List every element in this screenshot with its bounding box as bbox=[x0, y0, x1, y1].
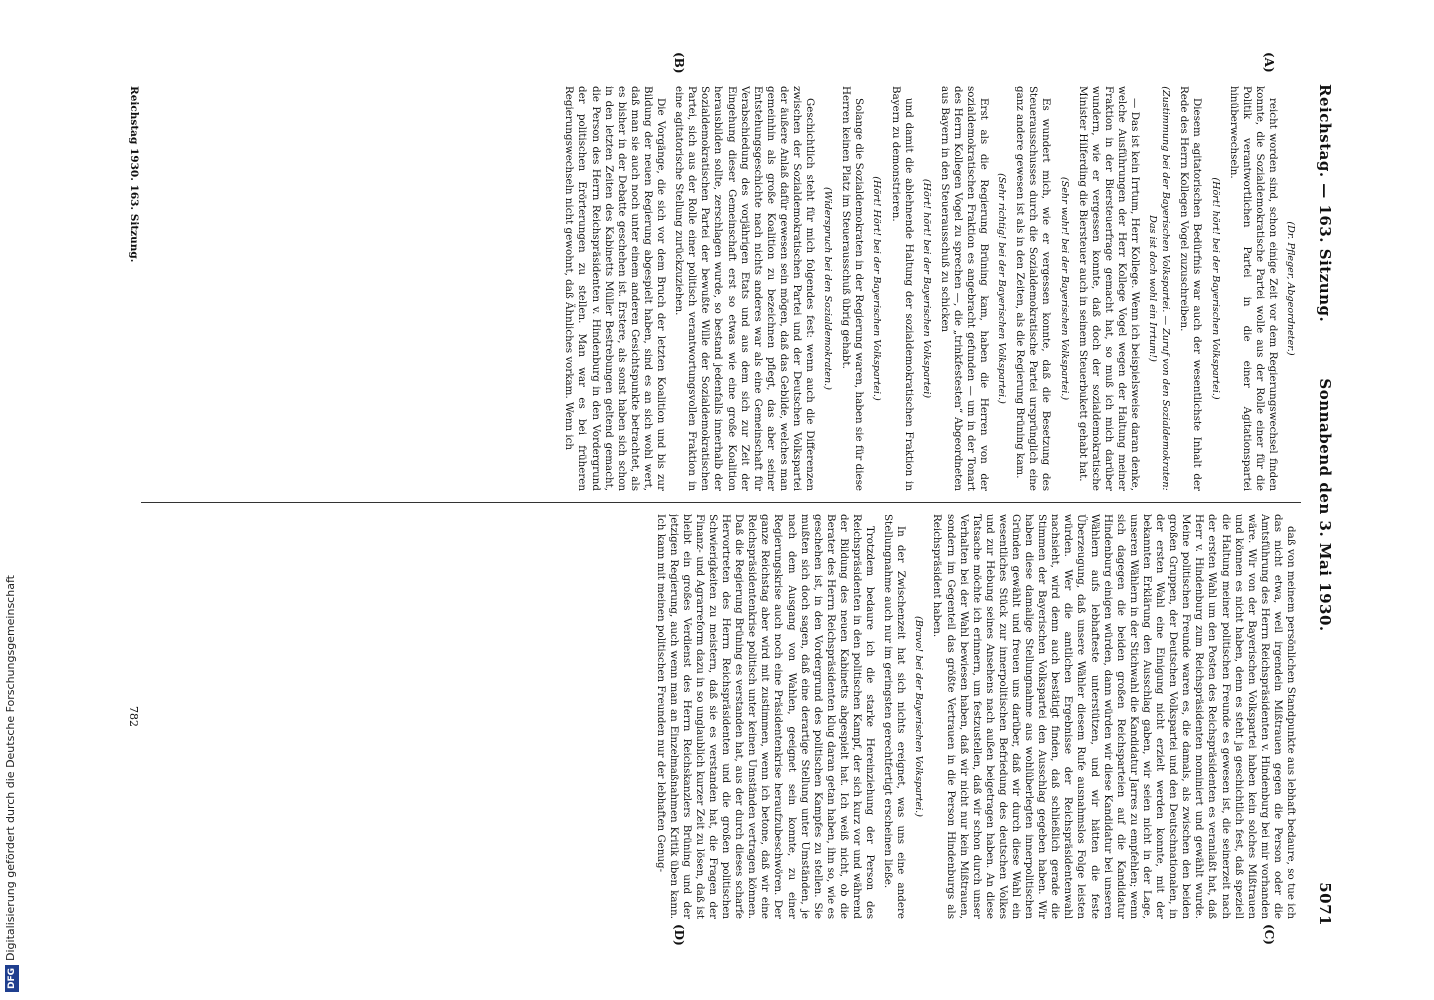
paragraph: Erst als die Regierung Brüning kam, haben die Herren von der sozialdemokratischen Fraktion es angebracht gefunden — um in der Tonart des Herrn Kollegen Vogel zu sprechen —, die „trinkfestesten“ Abgeordneten aus Bayern in den Steuerausschuß zu schicken bbox=[938, 86, 991, 491]
page-content bbox=[95, 44, 1335, 956]
funding-note bbox=[0, 0, 22, 1000]
paragraph: Geschichtlich steht für mich folgendes fest: wenn auch die Differenzen zwischen der Sozialdemokratischen Partei und der Deutschen Volkspartei der äußere Anlaß dafür gewesen sein mögen, daß das Gebilde, welches man gemeinhin als große Koalition zu bezeichnen pflegt, das aber seiner Entstehungsgeschichte nach nichts anderes war als eine Gemeinschaft für Verabschiedung des vorjährigen Etats und aus dem sich zur Zeit der Eingehung dieser Gemeinschaft erst so etwas wie eine große Koalition herausbilden sollte, zerschlagen wurde, so bestand jedenfalls innerhalb der Sozialdemokratischen Partei der bewußte Wille der Sozialdemokratischen Partei, sich aus der Rolle einer politisch verantwortungsvollen Fraktion in eine agitatorische Stellung zurückzuziehen. bbox=[673, 86, 817, 491]
header-date: Sonnabend den 3. Mai 1930. bbox=[1316, 378, 1334, 632]
paragraph: reicht worden sind, schon einige Zeit vor dem Regierungswechsel finden konnte, die Sozialdemokratische Partei wolle aus der Rolle einer für die Politik verantwortlichen Partei in die einer Agitationspartei hinüberwechseln. bbox=[1227, 86, 1279, 491]
paragraph: (Widerspruch bei den Sozialdemokraten.) bbox=[822, 187, 834, 390]
funding-text: Digitalisierung gefördert durch die Deutsche Forschungsgemeinschaft bbox=[4, 575, 17, 961]
paragraph: — Das ist kein Irrtum, Herr Kollege. Wenn ich beispielsweise daran denke, welche Ausführungen der Herr Kollege Vogel wegen der Haltung meiner Fraktion in der Biersteuerfrage gemacht hat, so muß ich mich darüber wundern, wie er vergessen konnte, daß doch der sozialdemokratische Minister Hilferding die Biersteuer auch in seinem Steuerbukett gehabt hat. bbox=[1076, 86, 1142, 491]
paragraph: (Hört! Hört! bei der Bayerischen Volkspartei.) bbox=[871, 176, 883, 401]
paragraph: Es wundert mich, wie er vergessen konnte, daß die Besetzung des Steuerausschusses durch die Sozialdemokratische Partei ursprünglich eine ganz andere gewesen ist als in den Zeiten, als die Regierung Brüning kam. bbox=[1014, 86, 1053, 491]
paragraph: (Bravo! bei der Bayerischen Volkspartei.) bbox=[913, 616, 925, 817]
column-divider bbox=[141, 502, 1301, 503]
right-column bbox=[147, 514, 1297, 919]
paragraph: daß von meinem persönlichen Standpunkte aus lebhaft bedaure, so tue ich das nicht etwa, weil irgendein Mißtrauen gegen die Person oder die Amtsführung des Herrn Reichspräsidenten v. Hindenburg bei mir vorhanden wäre. Wir von der Bayerischen Volkspartei haben kein solches Mißtrauen und können es nicht haben, denn es steht ja geschichtlich fest, daß speziell die Haltung meiner politischen Freunde es gewesen ist, die seinerzeit nach der ersten Wahl um den Posten des Reichspräsidenten es veranlaßt hat, daß Herr v. Hindenburg zum Reichspräsidenten nominiert und gewählt wurde. Meine politischen Freunde waren es, die damals, als zwischen den beiden großen Gruppen, der Deutschen Volkspartei und den Deutschnationalen, in der ersten Wahl eine Einigung nicht erzielt werden konnte, mit der bekannten Erklärung den Ausschlag gaben, wir seien nicht in der Lage, unseren Wählern in der Stichwahl die Kandidatur Jarres zu empfehlen; wenn sich dagegen die beiden großen Reichsparteien auf die Kandidatur Hindenburg einigen würden, dann würden wir diese Kandidatur bei unseren Wählern aufs lebhafteste unterstützen, und wir hätten die feste Überzeugung, daß unsere Wähler diesem Rufe ausnahmslos Folge leisten würden. Wer die amtlichen Ergebnisse der Reichspräsidentenwahl nachsieht, wird denn auch bestätigt finden, daß schließlich gerade die Stimmen der Bayerischen Volkspartei den Ausschlag gegeben haben. Wir haben diese damalige Stellungnahme aus wohlüberlegten innerpolitischen Gründen gewählt und freuen uns darüber, daß wir durch diese Wahl ein wesentliches Stück zur innerpolitischen Befriedung des deutschen Volkes und zur Hebung seines Ansehens nach außen beigetragen haben. An diese Tatsache möchte ich erinnern, um festzustellen, daß wir schon durch unser Verhalten bei der Wahl bewiesen haben, daß wir nicht nur kein Mißtrauen, sondern im Gegenteil das größte Vertrauen in die Person Hindenburgs als Reichspräsident haben. bbox=[931, 514, 1297, 919]
footer-page-number: 782 bbox=[127, 706, 140, 727]
margin-marker-b: (B) bbox=[672, 52, 686, 74]
paragraph: Die Vorgänge, die sich vor dem Bruch der letzten Koalition und bis zur Bildung der neuen Regierung abgespielt haben, sind es an sich wohl wert, daß man sie auch noch unter einem anderen Gesichtspunkte betrachtet, als es bisher in der Debatte geschehen ist. Erstere, als sonst haben sich schon in den letzten Zeiten des Kabinetts Müller Bestrebungen geltend gemacht, die Person des Herrn Reichspräsidenten v. Hindenburg in den Vordergrund der politischen Erörterungen zu stellen. Man war es bei früheren Regierungswechseln nicht gewohnt, daß Ähnliches vorkam. Wenn ich bbox=[563, 86, 668, 491]
footer-session: Reichstag 1930. 163. Sitzung. bbox=[128, 86, 140, 263]
paragraph: und damit die ablehnende Haltung der sozialdemokratischen Fraktion in Bayern zu demonstrieren. bbox=[889, 86, 915, 491]
paragraph: Solange die Sozialdemokraten in der Regierung waren, haben sie für diese Herren keinen Platz im Steuerausschuß übrig gehabt. bbox=[840, 86, 866, 491]
paragraph: Diesem agitatorischen Bedürfnis war auch der wesentlichste Inhalt der Rede des Herrn Kollegen Vogel zuzuschreiben. bbox=[1178, 86, 1204, 491]
scanned-page bbox=[95, 44, 1335, 956]
paragraph: (Sehr richtig! bei der Bayerischen Volkspartei.) bbox=[996, 173, 1008, 404]
paragraph: Trotzdem bedaure ich die starke Hereinziehung der Person des Reichspräsidenten in den politischen Kampf, der sich kurz vor und während der Bildung des neuen Kabinetts abgespielt hat. Ich weiß nicht, ob die Berater des Herrn Reichspräsidenten klug daran getan haben, ihn so, wie es geschehen ist, in den Vordergrund des politischen Kampfes zu stellen. Sie mußten sich doch sagen, daß eine derartige Stellung unter Umständen, je nach dem Ausgang von Wahlen, geeignet sein konnte, zu einer Regierungskrise auch noch eine Präsidentenkrise heraufzubeschwören. Der ganze Reichstag aber wird mit zustimmen, wenn ich betone, daß wir eine Reichspräsidentenkrise politisch unter keinen Umständen vertragen können. Daß die Regierung Brüning es verstanden hat, aus der durch dieses scharfe Hervortreten des Herrn Reichspräsidenten und die großen politischen Schwierigkeiten zu meistern, daß sie es verstanden hat, die Fragen der Finanz- und Agrarreform dazu in so unglaublich kurzer Zeit zu lösen, daß ist bleibt ein großes Verdienst des Herrn Reichskanzlers Brüning und der jetzigen Regierung, auch wenn man an Einzelmaßnahmen Kritik üben kann. Ich kann mit meinen politischen Freunden nur der lebhaften Genug- bbox=[654, 514, 877, 919]
paragraph: (Sehr wahr! bei der Bayerischen Volkspartei.) bbox=[1058, 176, 1070, 401]
paragraph: (Dr. Pfleger, Abgeordneter.) bbox=[1285, 221, 1296, 356]
left-column bbox=[147, 86, 1297, 491]
paragraph: In der Zwischenzeit hat sich nichts ereignet, was uns eine andere Stellungnahme auch nur im geringsten gerechtfertigt erscheinen ließe. bbox=[882, 514, 908, 919]
paragraph: (Hört! hört! bei der Bayerischen Volkspartei) bbox=[920, 178, 932, 399]
header-session: Reichstag. — 163. Sitzung. bbox=[1316, 84, 1334, 323]
header-page-number: 5071 bbox=[1316, 882, 1334, 926]
margin-marker-d: (D) bbox=[672, 924, 686, 946]
margin-marker-c: (C) bbox=[1262, 924, 1276, 945]
margin-marker-a: (A) bbox=[1262, 52, 1276, 73]
dfg-logo: DFG bbox=[5, 965, 19, 992]
paragraph: (Hört! hört! bei der Bayerischen Volkspartei.) bbox=[1209, 177, 1221, 400]
page-header bbox=[1307, 84, 1334, 926]
paragraph: (Zustimmung bei der Bayerischen Volkspartei. — Zuruf von den Sozialdemokraten: Das ist doch wohl ein Irrtum!) bbox=[1147, 86, 1172, 491]
